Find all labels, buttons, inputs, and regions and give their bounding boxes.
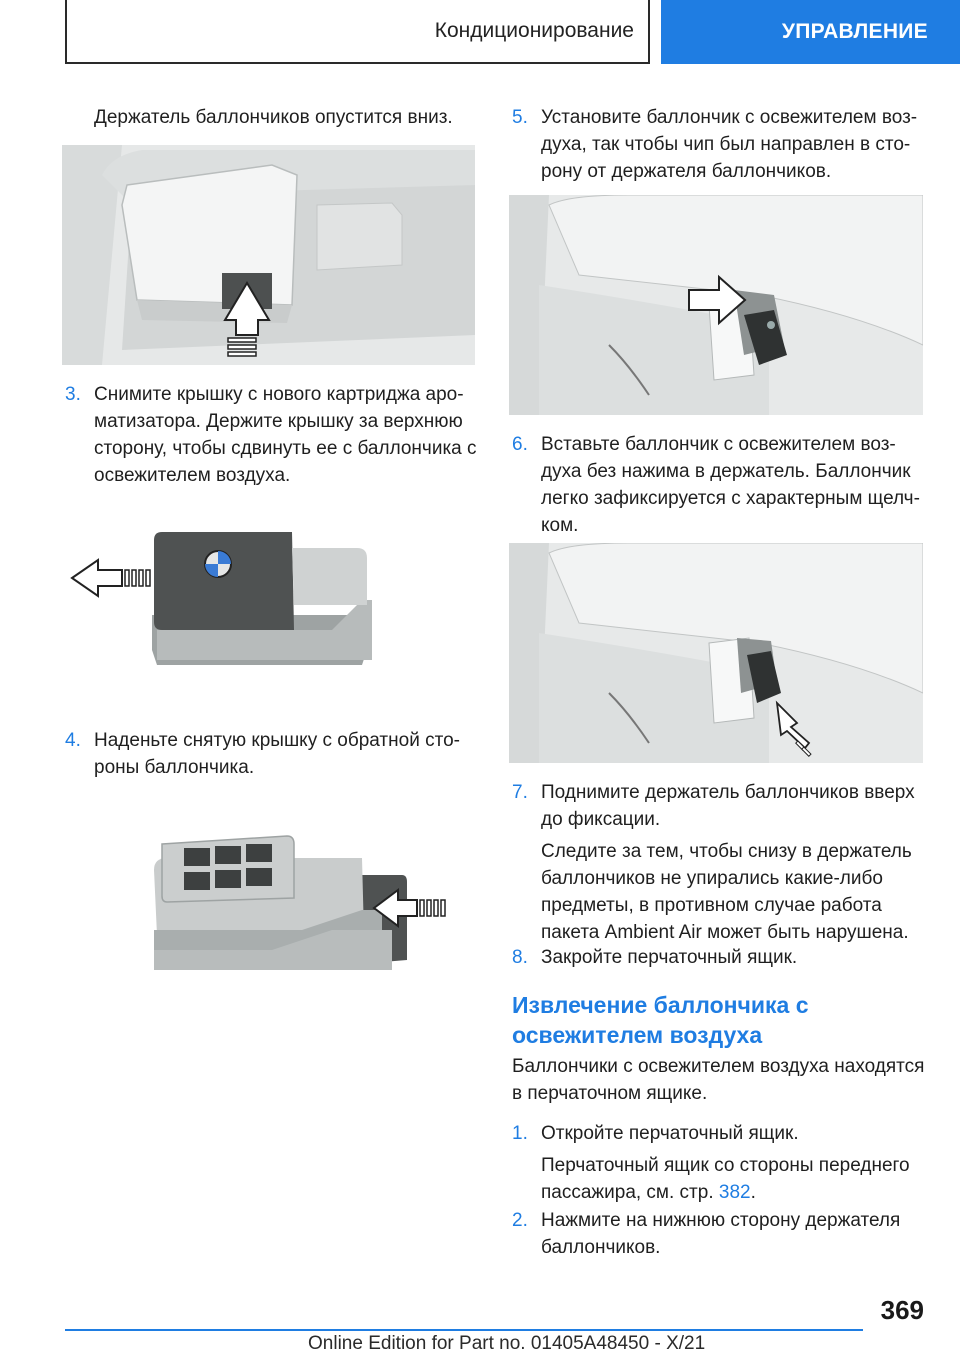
holder-lowered-illustration — [62, 145, 475, 365]
page-number: 369 — [880, 1295, 924, 1325]
step-1-number: 1. — [512, 1123, 528, 1144]
step-7-text: Поднимите держатель баллончиков вверх до фиксации. — [541, 782, 915, 830]
figure-cap-removal — [62, 520, 475, 680]
header-chapter-tab — [661, 0, 960, 64]
step-2-text: Нажмите на нижнюю сторону держателя баллончиков. — [541, 1210, 901, 1258]
section-paragraph: Баллончики с освежителем воздуха находятся в перчаточном ящике. — [512, 1056, 925, 1104]
step-7-number: 7. — [512, 782, 528, 803]
step-8-text: Закройте перчаточный ящик. — [541, 947, 798, 968]
figure-holder-lowered — [62, 145, 475, 365]
step-8-number: 8. — [512, 947, 528, 968]
step-3-text: Снимите крышку с нового картриджа аро- матизатора. Держите крышку за верхнюю сторону, чтобы сдвинуть ее с баллончика с освежителем воздуха. — [94, 384, 477, 486]
footer-edition: Online Edition for Part no. 01405A48450 - X/21 — [308, 1333, 706, 1354]
intro-text: Держатель баллончиков опустится вниз. — [94, 107, 453, 128]
step-6-number: 6. — [512, 434, 528, 455]
step-5-text: Установите баллончик с освежителем воз- духа, так чтобы чип был направлен в сто- рону от держателя баллончиков. — [541, 107, 918, 182]
step-4-number: 4. — [65, 730, 81, 751]
cap-back-illustration — [62, 820, 475, 990]
step-1-text: Откройте перчаточный ящик. — [541, 1123, 799, 1144]
step-4-text: Наденьте снятую крышку с обратной сто- роны баллончика. — [94, 730, 460, 778]
page-reference-link[interactable]: 382 — [718, 1182, 751, 1203]
step-7-note: Следите за тем, чтобы снизу в держатель баллончиков не упирались какие-либо предметы, в противном случае работа пакета Ambient Air может быть нарушена. — [541, 841, 912, 943]
cap-removal-illustration — [62, 520, 475, 680]
step-1-note: Перчаточный ящик со стороны переднего пассажира, см. стр. 382. — [541, 1155, 910, 1203]
insert-cartridge-illustration — [509, 543, 923, 763]
header-chapter-title: УПРАВЛЕНИЕ — [781, 20, 928, 43]
step-2-number: 2. — [512, 1210, 528, 1231]
figure-insert-cartridge — [509, 543, 923, 763]
step-5-number: 5. — [512, 107, 528, 128]
footer-divider — [65, 1329, 863, 1331]
section-heading: Извлечение баллончика с освежителем воздуха — [512, 992, 809, 1048]
figure-install-cartridge — [509, 195, 923, 415]
install-cartridge-illustration — [509, 195, 923, 415]
step-6-text: Вставьте баллончик с освежителем воз- духа без нажима в держатель. Баллончик легко зафиксируется с характерным щелч- ком. — [541, 434, 920, 536]
header-section-title: Кондиционирование — [434, 19, 634, 42]
figure-cap-back — [62, 820, 475, 990]
step-3-number: 3. — [65, 384, 81, 405]
header-section-box — [65, 0, 650, 64]
